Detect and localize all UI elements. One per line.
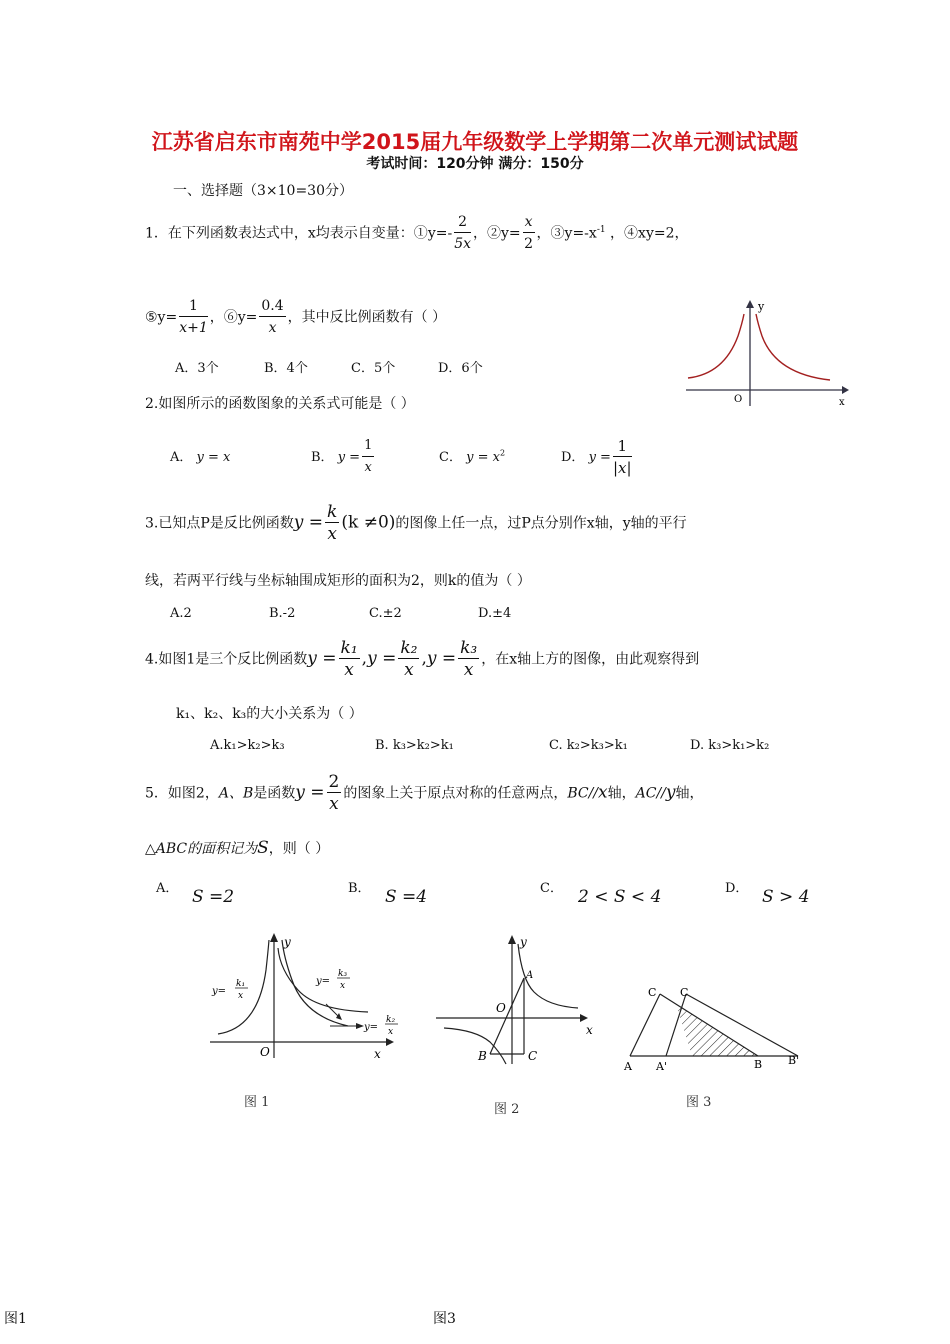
q3-option-a: A.2 xyxy=(170,606,192,621)
svg-text:x: x xyxy=(238,991,244,1001)
question-4-line1: 4.如图1是三个反比例函数y = $\frac{\text{k₁}}{x}$ ,y = $\frac{\text{k₂}}{x}$ ,y = $\frac{\text{k₃}}{x}$ ，在x轴上方的图像，由此观察得到 xyxy=(145,638,700,680)
fig2-point-c: C xyxy=(528,1049,538,1063)
svg-text:k₃: k₃ xyxy=(338,969,348,979)
q2-function-graph xyxy=(684,296,854,408)
exam-info: 考试时间：120分钟 满分：150分 xyxy=(366,156,584,172)
q3-option-d: D.±4 xyxy=(478,606,512,621)
q5-option-a-label: A． xyxy=(156,881,179,896)
fig3-point-a-prime: A' xyxy=(656,1060,667,1073)
q5-option-b-label: B． xyxy=(348,881,371,896)
fig1-caption: 图 1 xyxy=(244,1095,270,1110)
page-title: 江苏省启东市南苑中学2015届九年级数学上学期第二次单元测试试题 xyxy=(151,130,799,154)
fig3-caption: 图 3 xyxy=(686,1095,712,1110)
section-heading: 一、选择题（3×10=30分） xyxy=(173,183,353,199)
q5-option-c: 2 < S < 4 xyxy=(578,887,662,907)
q4-option-b: B. k₃>k₂>k₁ xyxy=(375,738,454,753)
figure-1 xyxy=(208,930,408,1060)
svg-text:x: x xyxy=(340,981,346,991)
footer-figure-1-label: 图1 xyxy=(4,1311,27,1327)
svg-text:y=: y= xyxy=(212,986,227,997)
q5-option-a: S =2 xyxy=(192,887,235,907)
fig2-origin: O xyxy=(496,1001,506,1015)
q3-option-b: B.-2 xyxy=(269,606,296,621)
svg-text:x: x xyxy=(388,1027,394,1037)
question-3-line2: 线，若两平行线与坐标轴围成矩形的面积为2，则k的值为（ ） xyxy=(145,573,531,589)
graph-x-label: x xyxy=(839,397,845,408)
fig1-x-label: x xyxy=(374,1047,381,1060)
figure-3 xyxy=(620,984,810,1076)
question-1-line1: 1．在下列函数表达式中，x均表示自变量：①y=- $\frac{2}{5x}$ ，②y= $\frac{x}{2}$ ，$③y=-x^{-1}$ ，④xy=2， xyxy=(145,214,689,252)
q4-option-c: C. k₂>k₃>k₁ xyxy=(549,738,628,753)
q5-option-b: S =4 xyxy=(385,887,428,907)
fig2-caption: 图 2 xyxy=(494,1102,520,1117)
q2-option-c: C． $y = x^2$ xyxy=(439,448,506,465)
q5-option-d-label: D． xyxy=(725,881,749,896)
question-5-line2: △ABC的面积记为S，则（ ） xyxy=(145,838,330,858)
fig2-point-a: A xyxy=(526,970,534,981)
fig1-origin: O xyxy=(260,1045,270,1059)
graph-origin-label: O xyxy=(734,394,743,405)
question-2: 2.如图所示的函数图象的关系式可能是（ ） xyxy=(145,396,415,412)
graph-y-label: y xyxy=(758,300,765,313)
q5-option-d: S > 4 xyxy=(762,887,810,907)
footer-figure-3-label: 图3 xyxy=(433,1311,456,1327)
q1-option-a: A．3个 xyxy=(175,361,219,376)
fig1-y-label: y xyxy=(284,935,291,949)
q2-option-d: D． y = $\frac{1}{|x|}$ xyxy=(561,437,632,477)
svg-text:y=: y= xyxy=(364,1022,379,1033)
fig2-point-b: B xyxy=(478,1049,487,1063)
fig3-point-c1: C xyxy=(648,986,657,999)
question-5-line1: 5．如图2，A、B是函数y = $\frac{2}{x}$ 的图象上关于原点对称的任意两点，BC//x轴，AC//y轴， xyxy=(145,772,704,814)
fig3-point-b-prime: B' xyxy=(788,1054,800,1067)
svg-text:k₁: k₁ xyxy=(236,979,246,989)
figure-2 xyxy=(430,930,600,1070)
q1-option-b: B．4个 xyxy=(264,361,308,376)
fig3-point-b: B xyxy=(754,1058,763,1071)
q3-option-c: C.±2 xyxy=(369,606,402,621)
svg-text:y=: y= xyxy=(316,976,331,987)
question-3-line1: 3.已知点P是反比例函数y = $\frac{k}{x}$ (k ≠0)的图像上任一点，过P点分别作x轴，y轴的平行 xyxy=(145,502,687,544)
svg-text:k₂: k₂ xyxy=(386,1015,396,1025)
fig2-x-label: x xyxy=(586,1023,593,1037)
q1-option-c: C．5个 xyxy=(351,361,396,376)
q4-option-d: D. k₃>k₁>k₂ xyxy=(690,738,770,753)
q1-option-d: D．6个 xyxy=(438,361,483,376)
fig3-point-a: A xyxy=(624,1060,632,1073)
q5-option-c-label: C． xyxy=(540,881,563,896)
question-4-line2: k₁、k₂、k₃的大小关系为（ ） xyxy=(176,706,363,722)
q2-option-b: B． y = $\frac{1}{x}$ xyxy=(311,438,373,475)
question-1-line2: ⑤y= $\frac{1}{x+1}$ ，⑥y= $\frac{0.4}{x}$ ，其中反比例函数有（ ） xyxy=(145,298,447,336)
q4-option-a: A.k₁>k₂>k₃ xyxy=(210,738,285,753)
q2-option-a: A． y = x xyxy=(170,450,231,465)
fig2-y-label: y xyxy=(520,935,527,949)
fig3-point-c2: C xyxy=(680,986,689,999)
